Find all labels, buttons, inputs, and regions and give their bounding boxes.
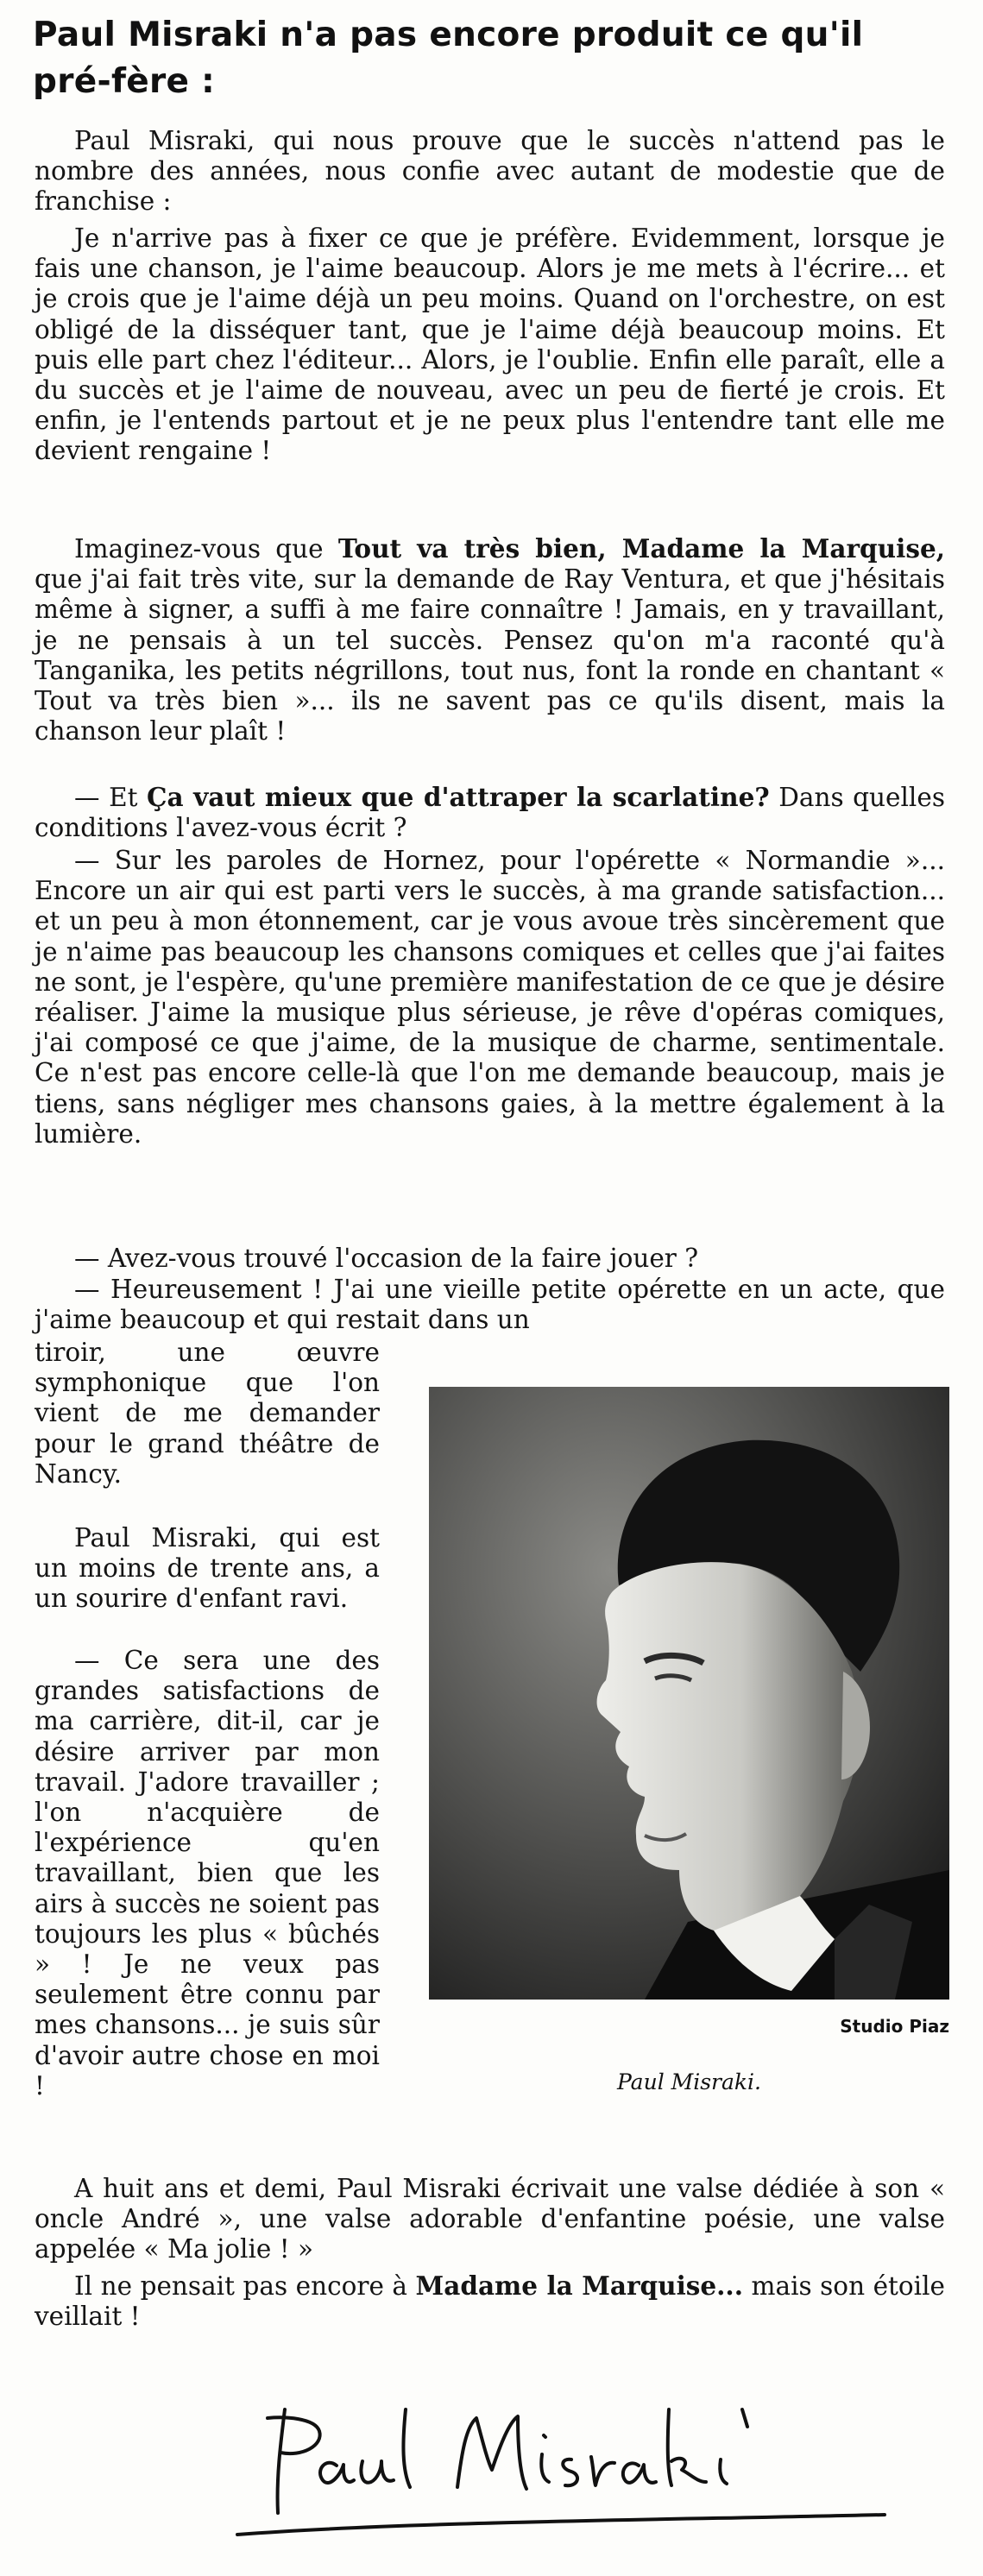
question-end: Dans quelles conditions l'avez-vous écrit ? [35,783,945,843]
paragraph-operette: — Heureusement ! J'ai une vieille petite opérette en un acte, que j'aime beaucoup et qui restait dans un [35,1275,945,1335]
paragraph-tiroir: tiroir, une œuvre symphonique que l'on vient de me demander pour le grand théâtre de Nancy. [35,1338,380,1489]
paragraph-intro: Paul Misraki, qui nous prouve que le succès n'attend pas le nombre des années, nous confie avec autant de modestie que de franchise : [35,126,945,217]
photo-caption: Paul Misraki. [616,2069,762,2094]
question-start: — Et [74,783,148,812]
paragraph-marquise-start: Imaginez-vous que [74,534,338,564]
paragraph-normandie: — Sur les paroles de Hornez, pour l'opérette « Normandie »... Encore un air qui est parti vers le succès, à ma grande satisfaction... et un peu à mon étonnement, car je vous avoue très sincèrement que je n'aime pas beaucoup les chansons comiques et celles que j'ai faites ne sont, je l'espère, qu'une première manifestation de ce que je désire réaliser. J'aime la musique plus sérieuse, je rêve d'opéras comiques, j'ai composé ce que j'aime, de la musique de charme, sentimentale. Ce n'est pas encore celle-là que l'on me demande beaucoup, mais je tiens, sans négliger mes chansons gaies, à la mettre également à la lumière. [35,846,945,1149]
song-title-scarlatine: Ça vaut mieux que d'attraper la scarlatine? [147,782,770,812]
paragraph-scarlatine-question [35,782,945,843]
article-headline: Paul Misraki n'a pas encore produit ce qu'il pré-fère : [33,16,864,101]
handwritten-signature [233,2392,889,2548]
paragraph-valse: A huit ans et demi, Paul Misraki écrivait une valse dédiée à son « oncle André », une valse adorable d'enfantine poésie, une valse appelée « Ma jolie ! » [35,2174,945,2264]
portrait-photo-graphic [429,1387,949,2000]
paragraph-carriere: — Ce sera une des grandes satisfactions de ma carrière, dit-il, car je désire arriver par mon travail. J'adore travailler ; l'on n'acquière de l'expérience qu'en travaillant, bien que les airs à succès ne soient pas toujours les plus « bûchés » ! Je ne veux pas seulement être connu par mes chansons... je suis sûr d'avoir autre chose en moi ! [35,1646,380,2100]
closing-end: mais son étoile veillait ! [35,2271,945,2332]
song-title-madame: Madame la Marquise... [415,2271,743,2301]
paragraph-marquise-end: que j'ai fait très vite, sur la demande de Ray Ventura, et que j'hésitais même à signer, a suffi à me faire connaître ! Jamais, en y travaillant, je ne pensais à un tel succès. Pensez qu'on m'a raconté qu'à Tanganika, les petits négrillons, tout nus, font la ronde en chantant « Tout va très bien »... ils ne savent pas ce qu'ils disent, mais la chanson leur plaît ! [35,564,945,746]
paragraph-trente-ans: Paul Misraki, qui est un moins de trente ans, a un sourire d'enfant ravi. [35,1523,380,1614]
paragraph-marquise [35,533,945,746]
paragraph-etoile [35,2271,945,2332]
closing-start: Il ne pensait pas encore à [74,2271,416,2301]
paragraph-question-jouer: — Avez-vous trouvé l'occasion de la faire jouer ? [74,1244,699,1273]
portrait-photo [429,1387,949,2000]
song-title-marquise: Tout va très bien, Madame la Marquise, [337,533,945,564]
paragraph-preference: Je n'arrive pas à fixer ce que je préfère. Evidemment, lorsque je fais une chanson, je l'aime beaucoup. Alors je me mets à l'écrire... et je crois que je l'aime déjà un peu moins. Quand on l'orchestre, on est obligé de la disséquer tant, que je l'aime déjà beaucoup moins. Et puis elle part chez l'éditeur... Alors, je l'oublie. Enfin elle paraît, elle a du succès et je l'aime de nouveau, avec un peu de fierté je crois. Et enfin, je l'entends partout et je ne peux plus l'entendre tant elle me devient rengaine ! [35,224,945,466]
photo-credit: Studio Piaz [840,2016,949,2037]
